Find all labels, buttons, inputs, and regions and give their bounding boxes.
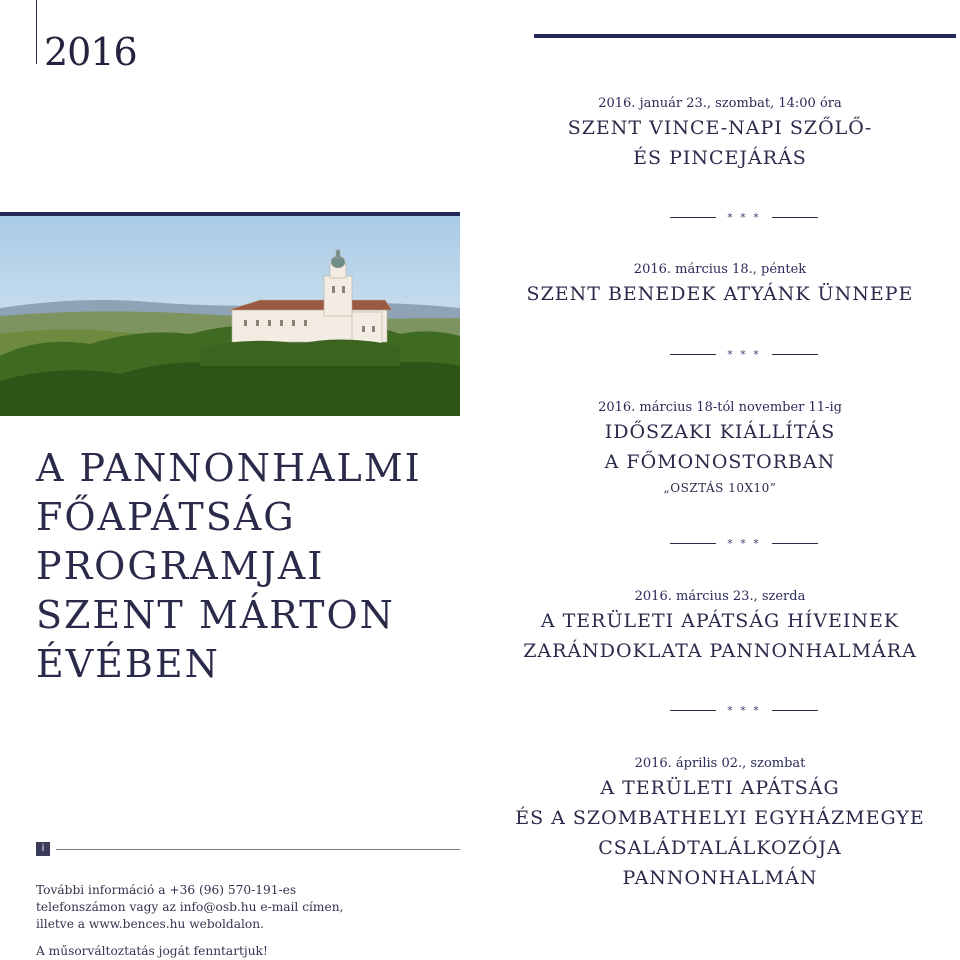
event-title	[480, 113, 960, 173]
event-title	[480, 773, 960, 893]
main-title-line: PROGRAMJAI	[36, 544, 325, 588]
separator-stars: * * *	[727, 537, 761, 550]
event-subtitle: „OSZTÁS 10X10”	[663, 481, 777, 495]
event-date: 2016. január 23., szombat, 14:00 óra	[598, 96, 842, 111]
disclaimer: A műsorváltoztatás jogát fenntartjuk!	[36, 944, 268, 958]
year-divider	[36, 0, 37, 64]
event-date: 2016. március 23., szerda	[634, 589, 806, 604]
event-title	[480, 606, 960, 666]
event-title-line: ÉS A SZOMBATHELYI EGYHÁZMEGYE	[515, 807, 925, 829]
separator	[670, 211, 818, 225]
separator-stars: * * *	[727, 348, 761, 361]
event-date: 2016. április 02., szombat	[634, 756, 806, 771]
event-title-line: CSALÁDTALÁLKOZÓJA	[598, 837, 842, 859]
main-title-line: A PANNONHALMI	[36, 446, 422, 490]
event-title-line: ÉS PINCEJÁRÁS	[633, 147, 807, 169]
info-text	[36, 882, 456, 933]
event-3	[480, 400, 960, 495]
separator	[670, 537, 818, 551]
event-title-line: PANNONHALMÁN	[622, 867, 818, 889]
event-title-line: ZARÁNDOKLATA PANNONHALMÁRA	[523, 640, 917, 662]
info-line-1: További információ a +36 (96) 570-191-es	[36, 883, 297, 897]
info-icon: i	[36, 842, 50, 856]
event-title	[480, 279, 960, 309]
main-title-line: FŐAPÁTSÁG	[36, 495, 296, 539]
event-date: 2016. március 18-tól november 11-ig	[598, 400, 842, 415]
event-title-line: A TERÜLETI APÁTSÁG HÍVEINEK	[540, 610, 900, 632]
event-date: 2016. március 18., péntek	[633, 262, 807, 277]
event-title	[480, 417, 960, 477]
info-divider	[56, 849, 460, 850]
event-2	[480, 262, 960, 309]
main-title	[36, 444, 436, 689]
separator	[670, 704, 818, 718]
info-line-2: telefonszámon vagy az info@osb.hu e-mail címen,	[36, 900, 344, 914]
separator-stars: * * *	[727, 704, 761, 717]
event-title-line: SZENT VINCE-NAPI SZŐLŐ-	[567, 117, 873, 139]
separator-stars: * * *	[727, 211, 761, 224]
main-title-line: SZENT MÁRTON	[36, 593, 395, 637]
event-title-line: A TERÜLETI APÁTSÁG	[600, 777, 840, 799]
separator	[670, 348, 818, 362]
info-line-3: illetve a www.bences.hu weboldalon.	[36, 917, 264, 931]
event-5	[480, 756, 960, 893]
event-title-line: A FŐMONOSTORBAN	[604, 451, 836, 473]
top-accent-bar	[534, 34, 956, 38]
event-title-line: IDŐSZAKI KIÁLLÍTÁS	[604, 421, 836, 443]
year-heading: 2016	[44, 30, 137, 74]
main-title-line: ÉVÉBEN	[36, 642, 220, 686]
event-title-line: SZENT BENEDEK ATYÁNK ÜNNEPE	[526, 283, 914, 305]
abbey-photo	[0, 216, 460, 416]
event-1	[480, 96, 960, 173]
event-4	[480, 589, 960, 666]
